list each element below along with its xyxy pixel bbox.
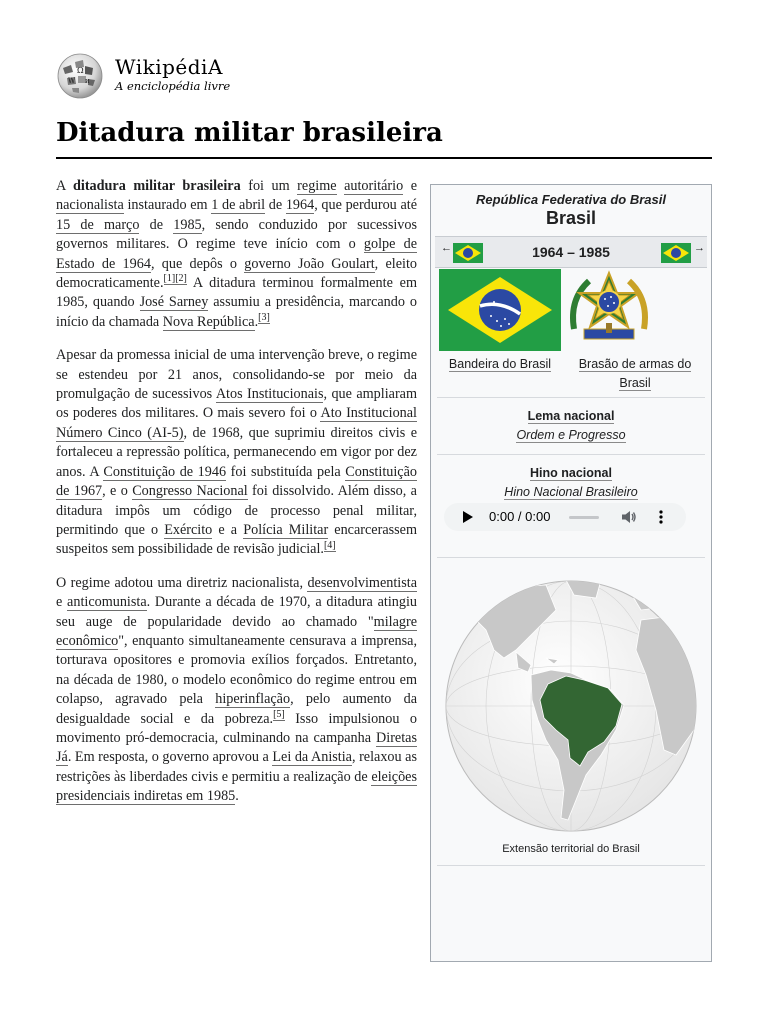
article-body [56, 177, 417, 821]
arrow-right-icon[interactable]: → [694, 242, 705, 254]
link-jose-sarney[interactable]: José Sarney [139, 294, 209, 311]
link-diretas-ja[interactable]: Diretas Já [56, 729, 417, 766]
link-eleicoes-indiretas[interactable]: eleições presidenciais indiretas em 1985 [56, 768, 417, 805]
link-hiperinflacao[interactable]: hiperinflação [215, 691, 291, 708]
audio-time: 0:00 / 0:00 [489, 509, 551, 524]
location-map-image[interactable] [436, 580, 706, 834]
link-anticomunista[interactable]: anticomunista [67, 594, 147, 611]
play-icon[interactable] [462, 511, 474, 523]
wiki-name: WikipédiA [115, 55, 223, 79]
anthem-label-link[interactable]: Hino nacional [530, 466, 612, 480]
paragraph-3: O regime adotou uma diretriz nacionalista, desenvolvimentista e anticomunista. Durante a década de 1970, a ditadura atingiu seu auge de popularidade devido ao chamado "milagre econômico", enquanto simultaneamente censurava a imprensa, torturava opositores e promovia exílios forçados. Entretanto, na década de 1980, o modelo econômico do regime entrou em colapso, agravado pela hiperinflação, pelo aumento da desigualdade social e da pobreza.[5] Isso impulsionou o movimento pró-democracia, culminando na campanha Diretas Já. Em resposta, o governo aprovou a Lei da Anistia, relaxou as restrições às liberdades civis e permitiu a realização de eleições presidenciais indiretas em 1985. [56, 574, 417, 805]
audio-player [444, 503, 686, 531]
volume-icon[interactable] [621, 510, 637, 524]
infobox-formal-name: República Federativa do Brasil [475, 192, 666, 207]
flag-image[interactable] [439, 269, 561, 351]
divider [437, 454, 705, 455]
more-options-icon[interactable] [659, 510, 663, 524]
link-autoritario[interactable]: autoritário [344, 178, 404, 194]
ref-4[interactable]: [4] [323, 539, 336, 551]
link-lei-anistia[interactable]: Lei da Anistia [272, 749, 352, 766]
divider [437, 397, 705, 398]
wikipedia-logo[interactable] [55, 52, 245, 102]
svg-text:Ω: Ω [77, 66, 84, 75]
link-desenvolvimentista[interactable]: desenvolvimentista [307, 574, 417, 591]
motto-label [431, 409, 711, 423]
bold-term: ditadura militar brasileira [73, 178, 241, 194]
svg-text:и: и [85, 77, 90, 85]
link-ai5[interactable]: Ato Institucional Número Cinco (AI-5) [56, 405, 417, 441]
arrow-left-icon[interactable]: ← [441, 242, 452, 254]
infobox [430, 184, 712, 962]
link-milagre-economico[interactable]: milagre econômico [56, 613, 417, 649]
wikipedia-globe-icon [55, 52, 105, 100]
link-exercito[interactable]: Exército [164, 521, 213, 538]
svg-text:W: W [68, 77, 76, 85]
map-caption: Extensão territorial do Brasil [502, 843, 640, 855]
ref-1[interactable]: [1] [163, 273, 176, 285]
link-policia-militar[interactable]: Polícia Militar [243, 521, 329, 538]
ref-5[interactable]: [5] [273, 708, 285, 720]
infobox-era-row [435, 236, 707, 268]
link-constituicao-1967[interactable]: Constituição de 1967 [56, 463, 417, 500]
link-1-abril[interactable]: 1 de abril [211, 197, 266, 214]
flag-caption-link[interactable]: Bandeira do Brasil [448, 357, 552, 371]
coat-of-arms-image[interactable] [564, 269, 654, 351]
coat-caption [571, 355, 699, 393]
link-nacionalista[interactable]: nacionalista [56, 197, 124, 214]
wiki-tagline: A enciclopédia livre [115, 79, 231, 93]
link-nova-republica[interactable]: Nova República [162, 313, 255, 330]
motto-value [431, 428, 711, 442]
motto-label-link[interactable]: Lema nacional [527, 409, 615, 423]
infobox-name: Brasil [545, 208, 597, 228]
link-golpe-1964[interactable]: golpe de Estado de 1964 [56, 236, 417, 272]
audio-progress-bar[interactable] [569, 516, 599, 519]
paragraph-1: A ditadura militar brasileira foi um regime autoritário e nacionalista instaurado em 1 de abril de 1964, que perdurou até 15 de março de 1985, sendo conduzido por sucessivos governos militares. O regime teve início com o golpe de Estado de 1964, que depôs o governo João Goulart, eleito democraticamente.[1][2] A ditadura terminou formalmente em 1985, quando José Sarney assumiu a presidência, marcando o início da chamada Nova República.[3] [56, 178, 418, 330]
anthem-link[interactable]: Hino Nacional Brasileiro [504, 485, 638, 499]
link-regime[interactable]: regime [297, 178, 337, 194]
link-governo-goulart[interactable]: governo João Goulart [244, 255, 375, 272]
link-1964[interactable]: 1964 [285, 197, 315, 214]
link-atos-institucionais[interactable]: Atos Institucionais [215, 386, 324, 403]
divider [437, 557, 705, 558]
page-title: Ditadura militar brasileira [56, 116, 712, 159]
divider [437, 865, 705, 866]
flag-caption [439, 355, 561, 374]
paragraph-2: Apesar da promessa inicial de uma intervenção breve, o regime se estendeu por 21 anos, consolidando-se por meio da promulgação de sucessivos Atos Institucionais, que ampliaram os poderes dos militares. O mais severo foi o Ato Institucional Número Cinco (AI-5), de 1968, que suprimiu direitos civis e fortaleceu a repressão política, permanecendo em vigor por dez anos. A Constituição de 1946 foi substituída pela Constituição de 1967, e o Congresso Nacional foi dissolvido. Além disso, a ditadura impôs um código de processo penal militar, permitindo que o Exército e a Polícia Militar encarcerassem suspeitos sem possibilidade de revisão judicial.[4] [56, 347, 418, 558]
motto-link[interactable]: Ordem e Progresso [516, 428, 626, 442]
ref-2[interactable]: [2] [175, 273, 187, 285]
infobox-years: 1964 – 1985 [532, 244, 610, 260]
anthem-value [431, 485, 711, 499]
link-constituicao-1946[interactable]: Constituição de 1946 [103, 463, 227, 480]
next-flag-icon[interactable] [661, 243, 691, 263]
link-1985[interactable]: 1985 [173, 216, 202, 233]
anthem-label [431, 466, 711, 480]
ref-3[interactable]: [3] [258, 312, 270, 324]
link-15-marco[interactable]: 15 de março [56, 216, 140, 233]
link-congresso-nacional[interactable]: Congresso Nacional [132, 483, 248, 500]
coat-caption-link[interactable]: Brasão de armas do Brasil [578, 357, 692, 390]
